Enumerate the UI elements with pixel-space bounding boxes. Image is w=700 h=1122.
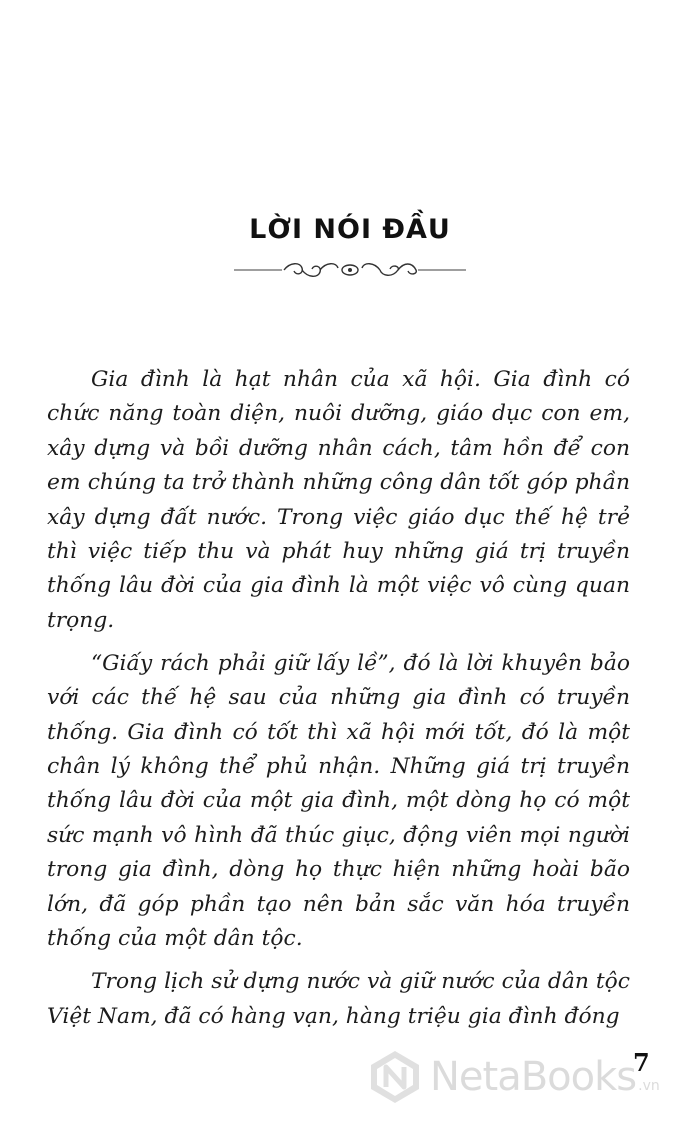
netabooks-logo-icon	[366, 1048, 424, 1106]
watermark-suffix: .vn	[638, 1078, 660, 1094]
watermark-brand: NetaBooks	[430, 1054, 637, 1100]
page-number: 7	[633, 1048, 650, 1077]
paragraph: “Giấy rách phải giữ lấy lề”, đó là lời khuyên bảo với các thế hệ sau của những gia đình có truyền thống. Gia đình có tốt thì xã hội mới tốt, đó là một chân lý không thể phủ nhận. Những giá trị truyền thống lâu đời của một gia đình, một dòng họ có một sức mạnh vô hình đã thúc giục, động viên mọi người trong gia đình, dòng họ thực hiện những hoài bão lớn, đã góp phần tạo nên bản sắc văn hóa truyền thống của một dân tộc.	[47, 650, 630, 952]
paragraph: Gia đình là hạt nhân của xã hội. Gia đình có chức năng toàn diện, nuôi dưỡng, giáo dục con em, xây dựng và bồi dưỡng nhân cách, tâm hồn để con em chúng ta trở thành những công dân tốt góp phần xây dựng đất nước. Trong việc giáo dục thế hệ trẻ thì việc tiếp thu và phát huy những giá trị truyền thống lâu đời của gia đình là một việc vô cùng quan trọng.	[47, 367, 630, 633]
paragraph: Trong lịch sử dựng nước và giữ nước của dân tộc Việt Nam, đã có hàng vạn, hàng triệu gia đình đóng	[47, 969, 630, 1029]
page-title: LỜI NÓI ĐẦU	[249, 214, 451, 245]
body-text	[47, 363, 630, 1043]
title-ornament-divider	[234, 258, 466, 282]
